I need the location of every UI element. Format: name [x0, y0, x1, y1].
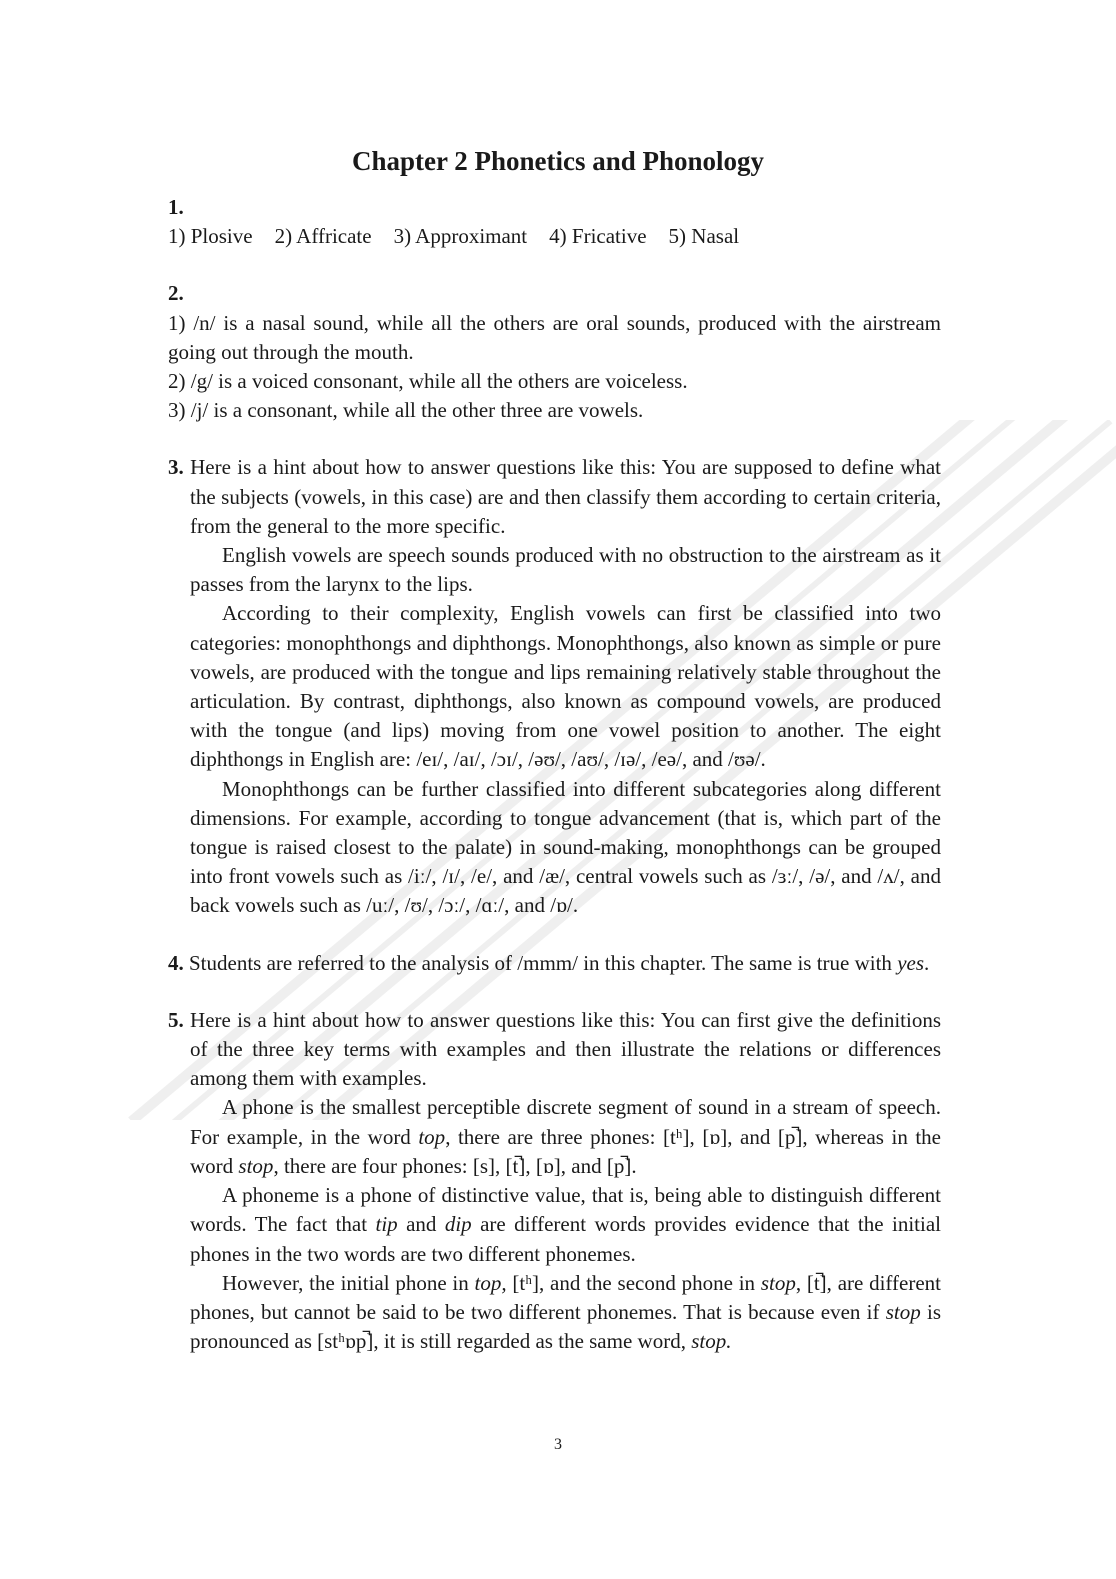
text: , [t̚], are different phones, but cannot be said to be two different phonemes. That is because even if [190, 1270, 942, 1324]
q5-intro [168, 1006, 941, 1094]
q3-intro [168, 453, 941, 541]
term-stop: stop [885, 1299, 921, 1324]
term-tip: tip [375, 1212, 398, 1237]
q3-paragraph: Monophthongs can be further classified into different subcategories along different dimensions. For example, according to tongue advancement (that is, which part of the tongue is raised closest to the palate) in sound-making, monophthongs can be grouped into front vowels such as /iː/, /ɪ/, /e/, and /æ/, central vowels such as /ɜː/, /ə/, and /ʌ/, and back vowels such as /uː/, /ʊ/, /ɔː/, /ɑː/, and /ɒ/. [190, 776, 941, 918]
term-stop: stop [238, 1153, 274, 1178]
q4-answer [168, 949, 941, 978]
text: [tʰ], and the second phone in [506, 1270, 761, 1295]
text: However, the initial phone in [222, 1270, 475, 1295]
term-stop: stop [760, 1270, 796, 1295]
q1-item: 4) Fricative [549, 224, 647, 249]
q5-paragraph-however [168, 1269, 941, 1357]
text: , there are four phones: [s], [t̚], [ɒ], and [p̚]. [273, 1153, 637, 1178]
q5-paragraph-phoneme [168, 1181, 941, 1269]
text: A phoneme is a phone of distinctive value, that is, being able to distinguish different words. The fact that [190, 1183, 941, 1237]
q4-term-yes: yes [897, 950, 925, 975]
q2-line: 1) /n/ is a nasal sound, while all the others are oral sounds, produced with the airstream going out through the mouth. [168, 310, 941, 364]
term-top: top [418, 1124, 446, 1149]
term-stop: stop. [691, 1329, 732, 1354]
q4-text: Students are referred to the analysis of /mmm/ in this chapter. The same is true with [189, 950, 898, 975]
q3-number: 3. [168, 455, 184, 480]
q2-line: 2) /g/ is a voiced consonant, while all the others are voiceless. [168, 369, 688, 394]
q1-item: 2) Affricate [274, 224, 372, 249]
q5-paragraph-phone [168, 1093, 941, 1181]
page-number: 3 [554, 1436, 562, 1453]
chapter-title: Chapter 2 Phonetics and Phonology [351, 146, 765, 176]
text: A phone is the smallest perceptible discrete segment of sound in a stream of speech. For example, in the word [190, 1095, 941, 1149]
q1-answer-list [168, 222, 941, 251]
q1-item: 3) Approximant [393, 224, 528, 249]
term-dip: dip [444, 1212, 472, 1237]
q3-paragraph: According to their complexity, English vowels can first be classified into two categories: monophthongs and diphthongs. Monophthongs, also known as simple or pure vowels, are produced with the tongue and lips remaining relatively stable throughout the articulation. By contrast, diphthongs, also known as compound vowels, are produced with the tongue (and lips) moving from one vowel position to another. The eight diphthongs in English are: /eɪ/, /aɪ/, /ɔɪ/, /əʊ/, /aʊ/, /ɪə/, /eə/, and /ʊə/. [190, 601, 941, 772]
q2-number: 2. [168, 281, 184, 306]
q4-number: 4. [168, 950, 184, 975]
text: are different words provides evidence that the initial phones in the two words are two different phonemes. [190, 1212, 942, 1266]
q3-paragraph: English vowels are speech sounds produced with no obstruction to the airstream as it passes from the larynx to the lips. [190, 543, 941, 597]
q1-item: 5) Nasal [668, 224, 740, 249]
q1-item: 1) Plosive [168, 224, 253, 249]
q3-intro-text: Here is a hint about how to answer questions like this: You are supposed to define what the subjects (vowels, in this case) are and then classify them according to certain criteria, from the general to the more specific. [190, 455, 941, 538]
text: and [397, 1212, 445, 1237]
text: , there are three phones: [tʰ], [ɒ], and [p̚], whereas in the word [190, 1124, 942, 1178]
q5-number: 5. [168, 1007, 184, 1032]
q4-text-end: . [924, 950, 930, 975]
q1-number: 1. [168, 195, 184, 219]
q5-intro-text: Here is a hint about how to answer questions like this: You can first give the definitions of the three key terms with examples and then illustrate the relations or differences among them with examples. [190, 1007, 941, 1091]
term-top: top, [474, 1270, 507, 1295]
q2-line: 3) /j/ is a consonant, while all the other three are vowels. [168, 398, 644, 423]
answer-content [168, 193, 941, 1356]
text: is pronounced as [stʰɒp̚], it is still regarded as the same word, [190, 1299, 941, 1354]
